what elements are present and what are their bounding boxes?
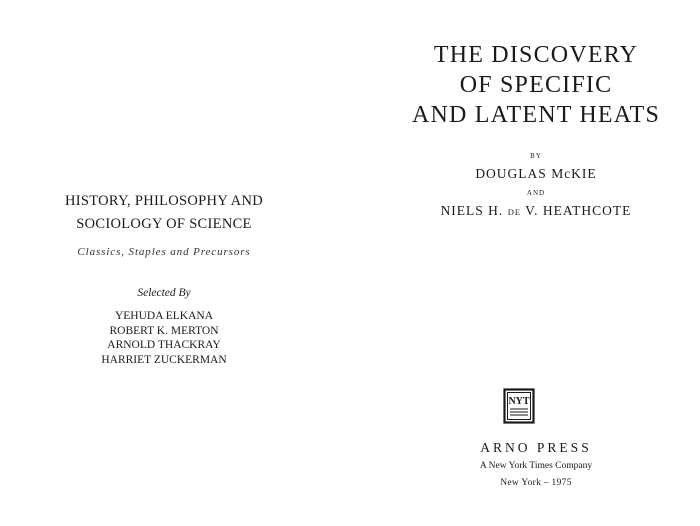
author-2-particle: DE [507, 207, 522, 217]
editor-name: HARRIET ZUCKERMAN [101, 353, 227, 366]
author-2-name-part-1: NIELS H. [440, 203, 504, 218]
series-title-line-1: HISTORY, PHILOSOPHY AND [65, 193, 263, 209]
right-page [350, 0, 700, 526]
publisher-place-year: New York – 1975 [500, 478, 572, 488]
by-word: BY [530, 152, 542, 160]
book-title-line-2: OF SPECIFIC [459, 72, 613, 98]
editor-name: YEHUDA ELKANA [114, 310, 214, 322]
series-subtitle: Classics, Staples and Precursors [77, 246, 251, 258]
book-title-line-3: AND LATENT HEATS [411, 102, 661, 128]
and-word: AND [526, 189, 546, 197]
publisher-company: A New York Times Company [479, 461, 593, 471]
nyt-logo-text: NYT [508, 396, 530, 407]
book-title [370, 40, 700, 130]
nyt-logo [503, 388, 535, 424]
author-2-name-part-2: V. HEATHCOTE [525, 203, 632, 218]
series-title [22, 190, 306, 236]
editor-name: ROBERT K. MERTON [109, 324, 219, 337]
author-douglas-mckie: DOUGLAS McKIE [475, 166, 597, 181]
series-title-line-2: SOCIOLOGY OF SCIENCE [76, 216, 252, 232]
editor-name: ARNOLD THACKRAY [107, 339, 221, 351]
publisher-name: ARNO PRESS [480, 440, 592, 455]
book-title-line-1: THE DISCOVERY [433, 42, 639, 68]
editors-list [22, 309, 306, 367]
author-niels-heathcote [370, 203, 700, 219]
selected-by-label: Selected By [137, 287, 191, 299]
